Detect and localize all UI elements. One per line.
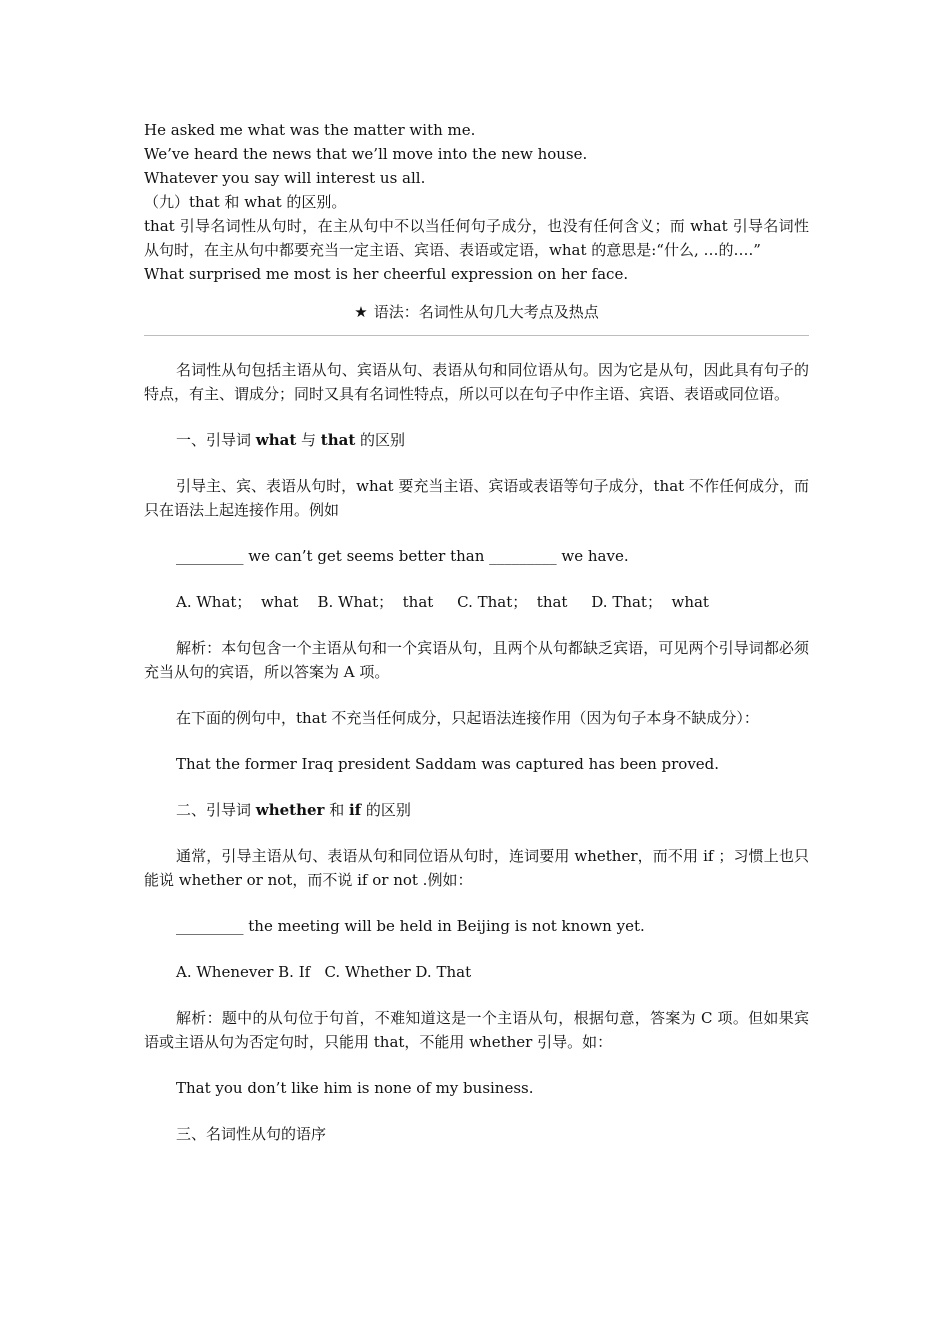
sentence-3: Whatever you say will interest us all. [144, 169, 426, 187]
heading-2-word-if: if [348, 801, 362, 819]
heading-1-mid: 与 [296, 431, 321, 449]
heading-2-prefix: 二、引导词 [176, 801, 256, 819]
sentence-1: He asked me what was the matter with me. [144, 121, 476, 139]
s2-analysis: 解析：题中的从句位于句首，不难知道这是一个主语从句，根据句意，答案为 C 项。但如果宾语或主语从句为否定句时，只能用 that，不能用 whether 引导。如： [144, 1009, 809, 1051]
s1-example: That the former Iraq president Saddam was captured has been proved. [176, 755, 720, 773]
section-title [144, 300, 809, 324]
heading-1-prefix: 一、引导词 [176, 431, 256, 449]
section-title-text: 语法：名词性从句几大考点及热点 [373, 303, 599, 321]
heading-2-mid: 和 [324, 801, 349, 819]
intro-paragraph: 名词性从句包括主语从句、宾语从句、表语从句和同位语从句。因为它是从句，因此具有句子的特点，有主、谓成分；同时又具有名词性特点，所以可以在句子中作主语、宾语、表语或同位语。 [144, 361, 809, 403]
s1-options: A. What； what B. What； that C. That； that D. That； what [176, 593, 709, 611]
s2-explanation: 通常，引导主语从句、表语从句和同位语从句时，连词要用 whether，而不用 if ；习惯上也只能说 whether or not，而不说 if or not .例如： [144, 847, 809, 889]
heading-2 [144, 798, 809, 822]
star-icon: ★ [354, 303, 368, 321]
s1-note: 在下面的例句中，that 不充当任何成分，只起语法连接作用（因为句子本身不缺成分）： [176, 709, 759, 727]
divider [144, 335, 809, 336]
heading-2-word-whether: whether [255, 801, 325, 819]
heading-1-word-that: that [320, 431, 356, 449]
heading-3: 三、名词性从句的语序 [176, 1125, 327, 1143]
s1-question: _________ we can’t get seems better than _________ we have. [176, 547, 629, 565]
heading-1-suffix: 的区别 [355, 431, 406, 449]
sentence-2: We’ve heard the news that we’ll move into the new house. [144, 145, 588, 163]
that-what-explanation: that 引导名词性从句时，在主从句中不以当任何句子成分，也没有任何含义；而 what 引导名词性从句时，在主从句中都要充当一定主语、宾语、表语或定语，what 的意思是:“什么, …的….” [144, 217, 809, 259]
s2-options: A. Whenever B. If C. Whether D. That [176, 963, 472, 981]
s1-analysis: 解析：本句包含一个主语从句和一个宾语从句，且两个从句都缺乏宾语，可见两个引导词都必须充当从句的宾语，所以答案为 A 项。 [144, 639, 809, 681]
s2-question: _________ the meeting will be held in Beijing is not known yet. [176, 917, 645, 935]
subsection-heading-9: （九）that 和 what 的区别。 [144, 193, 347, 211]
document-page [144, 118, 809, 1146]
heading-1 [144, 428, 809, 452]
heading-1-word-what: what [255, 431, 297, 449]
heading-2-suffix: 的区别 [361, 801, 411, 819]
sentence-4: What surprised me most is her cheerful expression on her face. [144, 265, 629, 283]
s2-example: That you don’t like him is none of my business. [176, 1079, 534, 1097]
s1-explanation: 引导主、宾、表语从句时，what 要充当主语、宾语或表语等句子成分，that 不作任何成分，而只在语法上起连接作用。例如 [144, 477, 809, 519]
